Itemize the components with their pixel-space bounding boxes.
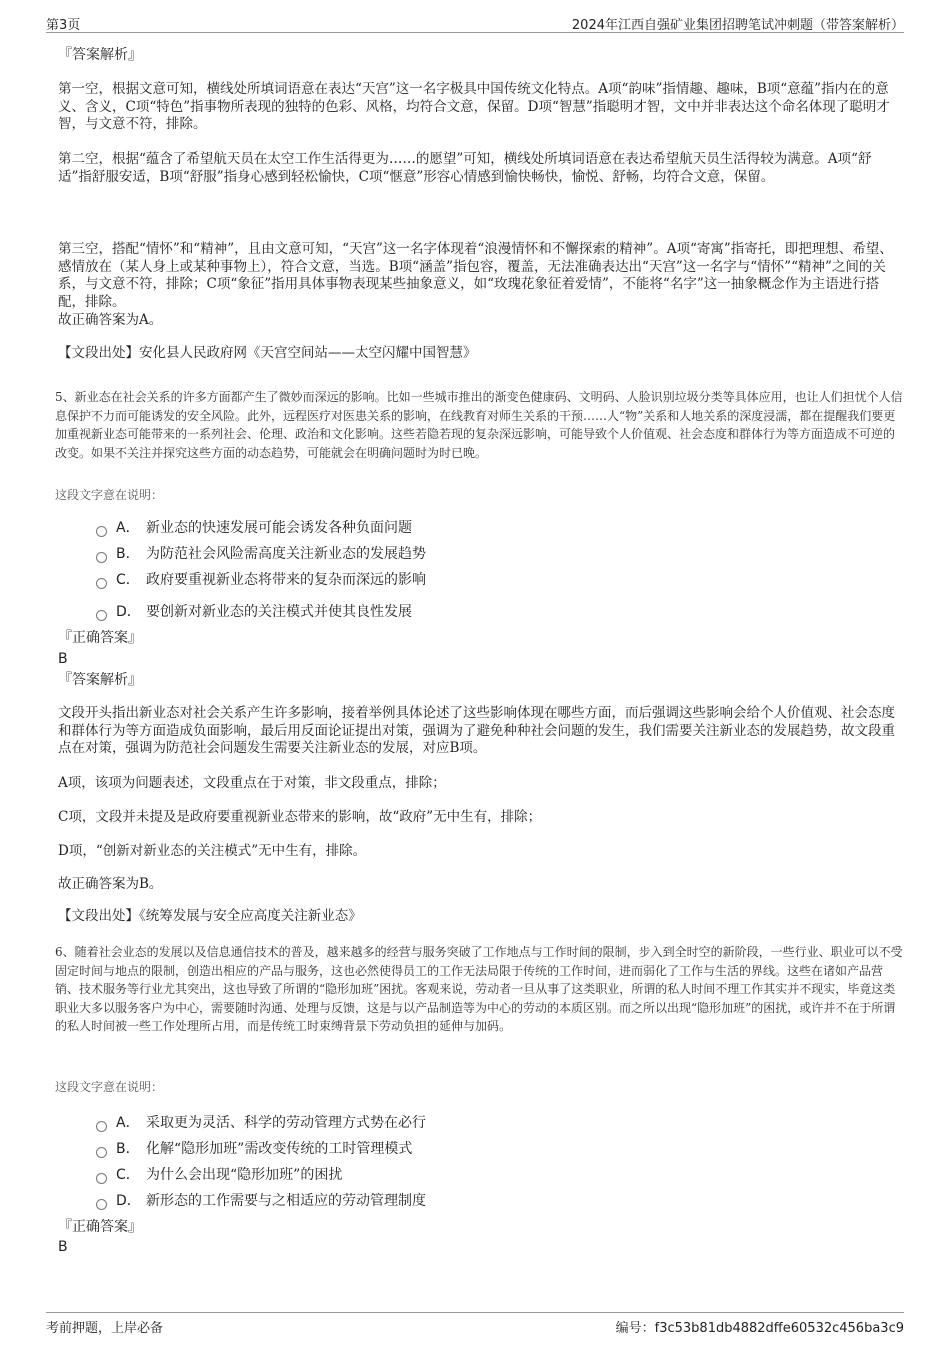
source-citation: 【文段出处】《统筹发展与安全应高度关注新业态》: [58, 908, 362, 924]
correct-answer-label: 『正确答案』: [58, 1219, 142, 1235]
question-6-option-c[interactable]: C． 为什么会出现“隐形加班”的困扰: [96, 1166, 342, 1184]
conclusion: 故正确答案为A。: [58, 312, 163, 328]
radio-icon[interactable]: [96, 526, 107, 537]
radio-icon[interactable]: [96, 552, 107, 563]
radio-icon[interactable]: [96, 1147, 107, 1158]
question-5-option-d[interactable]: D． 要创新对新业态的关注模式并使其良性发展: [96, 603, 412, 621]
analysis-option-a-note: A项，该项为问题表述，文段重点在于对策，非文段重点，排除；: [58, 775, 446, 791]
question-5-option-c[interactable]: C． 政府要重视新业态将带来的复杂而深远的影响: [96, 571, 426, 589]
analysis-option-c-note: C项，文段并未提及是政府要重视新业态带来的影响，故“政府”无中生有，排除；: [58, 809, 542, 825]
correct-answer: B: [58, 1239, 68, 1255]
question-6-prompt: 这段文字意在说明：: [55, 1080, 164, 1094]
analysis-paragraph-3: 第三空，搭配“情怀”和“精神”，且由文意可知，“天宫”这一名字体现着“浪漫情怀和不懈探索的精神”。A项“寄寓”指寄托，即把理想、希望、感情放在（某人身上或某种事物上），符合文意，当选。B项“涵盖”指包容，覆盖，无法准确表达出“天宫”这一名字与“情怀”“精神”之间的关系，与文意不符，排除；C项“象征”指用具体事物表现某些抽象意义，如“玫瑰花象征着爱情”，不能将“名字”这一抽象概念作为主语进行搭配，排除。: [58, 241, 893, 310]
page-footer: [46, 1312, 904, 1335]
question-6-option-b[interactable]: B． 化解“隐形加班”需改变传统的工时管理模式: [96, 1140, 412, 1158]
radio-icon[interactable]: [96, 610, 107, 621]
analysis-paragraph: 文段开头指出新业态对社会关系产生许多影响，接着举例具体论述了这些影响体现在哪些方面，而后强调这些影响会给个人价值观、社会态度和群体行为等方面造成负面影响，最后用反面论证提出对策，强调为了避免种种社会问题的发生，我们需要关注新业态的发展趋势，故文段重点在对策，强调为防范社会问题发生需要关注新业态的发展，对应B项。: [58, 705, 895, 756]
radio-icon[interactable]: [96, 1199, 107, 1210]
document-title: 2024年江西自强矿业集团招聘笔试冲刺题（带答案解析）: [571, 18, 904, 33]
radio-icon[interactable]: [96, 1121, 107, 1132]
source-citation: 【文段出处】安化县人民政府网《天宫空间站——太空闪耀中国智慧》: [58, 345, 477, 361]
question-6-option-a[interactable]: A． 采取更为灵活、科学的劳动管理方式势在必行: [96, 1114, 426, 1132]
analysis-option-d-note: D项，“创新对新业态的关注模式”无中生有，排除。: [58, 843, 367, 859]
question-5-stem: 5、新业态在社会关系的许多方面都产生了微妙而深远的影响。比如一些城市推出的渐变色健康码、文明码、人脸识别垃圾分类等具体应用，也让人们担忧个人信息保护不力而可能诱发的安全风险。此外，远程医疗对医患关系的影响，在线教育对师生关系的干预……人“物”关系和人地关系的深度浸濡，都在提醒我们要更加重视新业态可能带来的一系列社会、伦理、政治和文化影响。这些若隐若现的复杂深远影响，可能导致个人价值观、社会态度和群体行为等方面造成不可逆的改变。如果不关注并探究这些方面的动态趋势，可能就会在明确问题时为时已晚。: [55, 390, 903, 460]
question-5-option-b[interactable]: B． 为防范社会风险需高度关注新业态的发展趋势: [96, 545, 426, 563]
analysis-paragraph-2: 第二空，根据“蕴含了希望航天员在太空工作生活得更为……的愿望”可知，横线处所填词语意在表达希望航天员生活得较为满意。A项“舒适”指舒服安适，B项“舒服”指身心感到轻松愉快，C项“惬意”形容心情感到愉快畅快，愉悦、舒畅，均符合文意，保留。: [58, 151, 872, 185]
question-5-prompt: 这段文字意在说明：: [55, 488, 164, 502]
document-id: 编号：f3c53b81db4882dffe60532c456ba3c9: [615, 1321, 904, 1336]
conclusion: 故正确答案为B。: [58, 876, 163, 892]
page-number: 第3页: [46, 18, 81, 33]
analysis-label: 『答案解析』: [58, 672, 142, 688]
question-6-stem: 6、随着社会业态的发展以及信息通信技术的普及，越来越多的经营与服务突破了工作地点与工作时间的限制，步入到全时空的新阶段，一些行业、职业可以不受固定时间与地点的限制，创造出相应的产品与服务，这也必然使得员工的工作无法局限于传统的工作时间，进而弱化了工作与生活的界线。这些在诸如产品营销、技术服务等行业尤其突出，这也导致了所谓的“隐形加班”困扰。客观来说，劳动者一旦从事了这类职业，所谓的私人时间不理工作其实并不现实，毕竟这类职业大多以服务客户为中心，需要随时沟通、处理与反馈，这是与以产品制造等为中心的劳动的本质区别。而之所以出现“隐形加班”的困扰，或许并不在于所谓的私人时间被一些工作处理所占用，而是传统工时束缚背景下劳动负担的延伸与加码。: [55, 945, 903, 1034]
correct-answer: B: [58, 651, 68, 667]
radio-icon[interactable]: [96, 578, 107, 589]
footer-slogan: 考前押题，上岸必备: [46, 1321, 164, 1336]
correct-answer-label: 『正确答案』: [58, 630, 142, 646]
question-6-option-d[interactable]: D． 新形态的工作需要与之相适应的劳动管理制度: [96, 1192, 426, 1210]
radio-icon[interactable]: [96, 1173, 107, 1184]
question-5-option-a[interactable]: A． 新业态的快速发展可能会诱发各种负面问题: [96, 519, 412, 537]
page-header: [46, 10, 904, 33]
analysis-paragraph-1: 第一空，根据文意可知，横线处所填词语意在表达“天宫”这一名字极具中国传统文化特点。A项“韵味”指情趣、趣味，B项“意蕴”指内在的意义、含义，C项“特色”指事物所表现的独特的色彩、风格，均符合文意，保留。D项“智慧”指聪明才智，文中并非表达这个命名体现了聪明才智，与文意不符，排除。: [58, 81, 890, 132]
analysis-label: 『答案解析』: [58, 47, 142, 63]
